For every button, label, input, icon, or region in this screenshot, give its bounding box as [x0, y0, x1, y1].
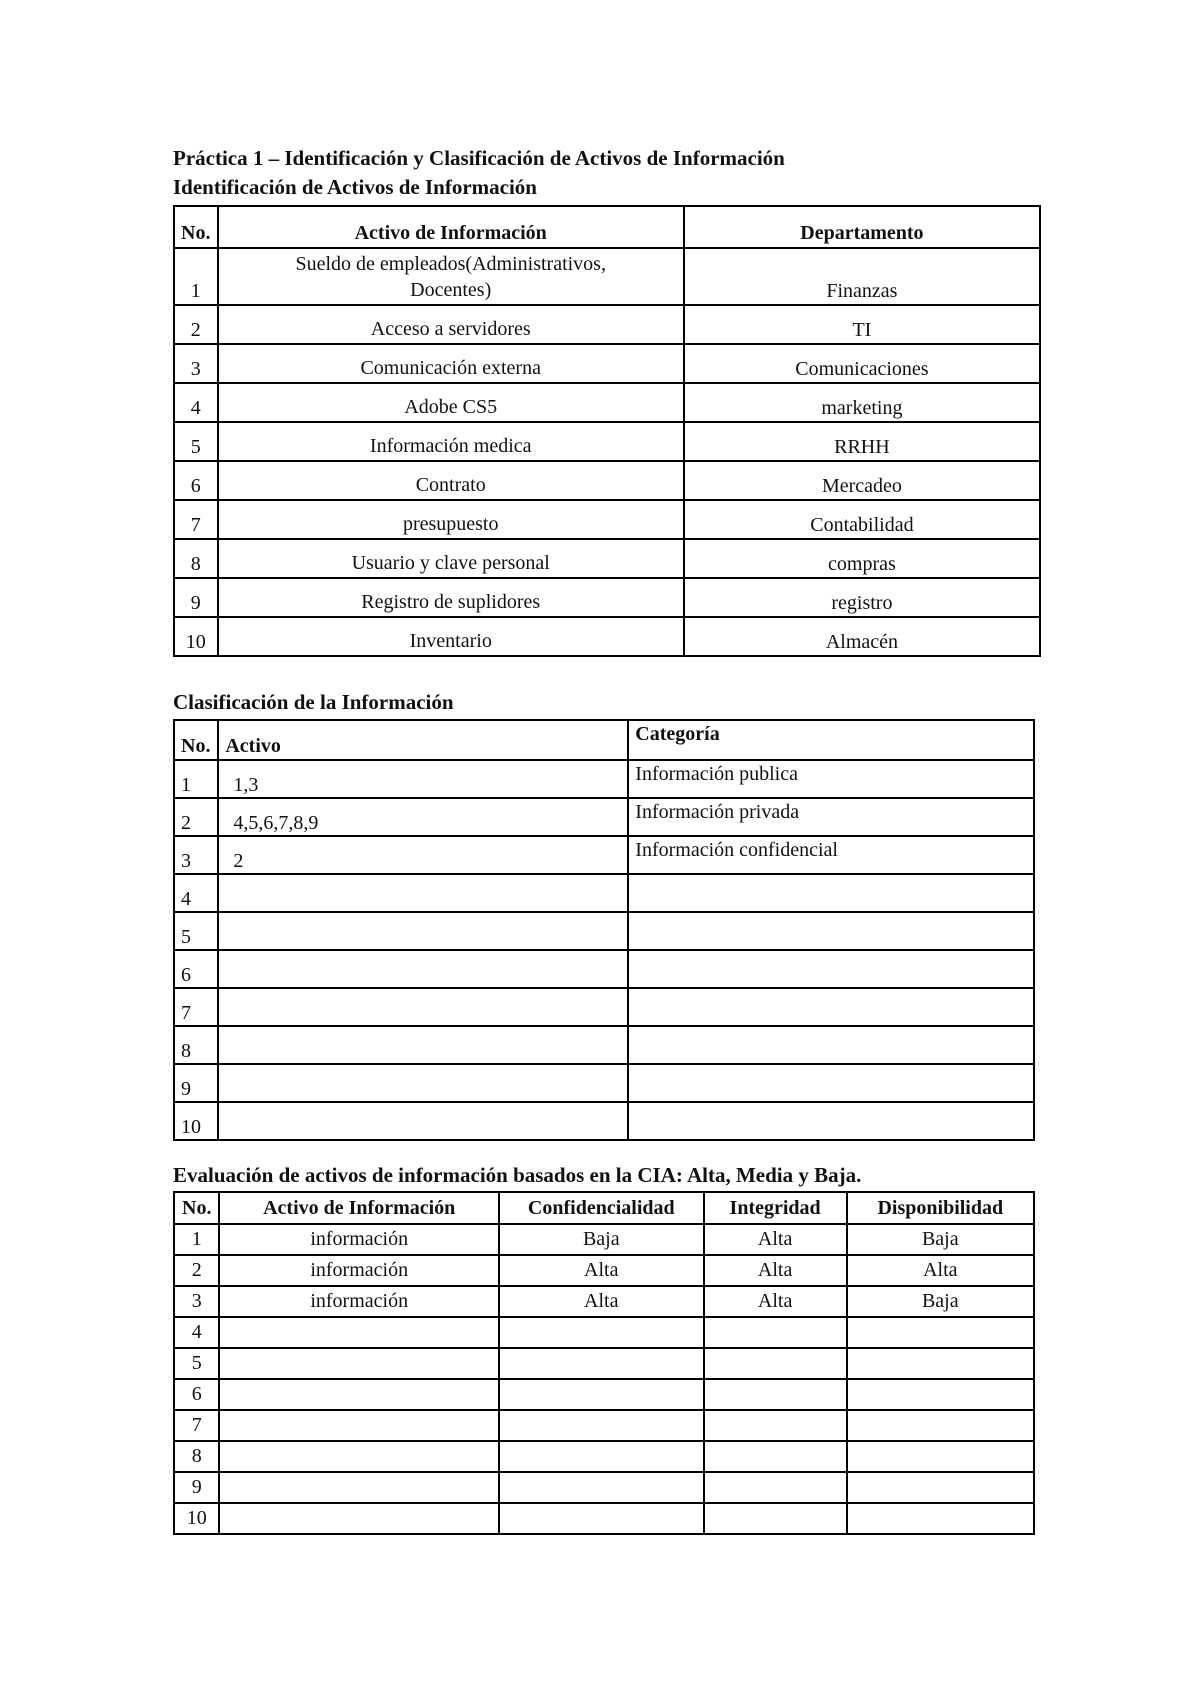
cell-departamento: compras — [684, 539, 1040, 578]
cell-categoria — [628, 1102, 1034, 1140]
cell-activo: Usuario y clave personal — [218, 539, 684, 578]
cell-no: 4 — [174, 383, 218, 422]
table-row — [174, 305, 1040, 344]
cell-confidencialidad — [499, 1410, 704, 1441]
header-disponibilidad: Disponibilidad — [847, 1192, 1034, 1224]
cell-no: 5 — [174, 422, 218, 461]
cell-activo: Contrato — [218, 461, 684, 500]
cell-no: 6 — [174, 461, 218, 500]
table-row — [174, 760, 1034, 798]
cell-activo — [218, 950, 628, 988]
cell-activo: Registro de suplidores — [218, 578, 684, 617]
cell-integridad: Alta — [704, 1224, 847, 1255]
table-row — [174, 617, 1040, 656]
table-row — [174, 836, 1034, 874]
table-row — [174, 1441, 1034, 1472]
cell-activo: Comunicación externa — [218, 344, 684, 383]
header-activo: Activo — [218, 720, 628, 760]
cell-line: Sueldo de empleados(Administrativos, — [295, 253, 606, 275]
table-row — [174, 912, 1034, 950]
cell-confidencialidad: Alta — [499, 1286, 704, 1317]
cell-activo — [218, 1026, 628, 1064]
identificacion-heading: Identificación de Activos de Información — [173, 175, 537, 199]
cell-no: 5 — [174, 1348, 219, 1379]
header-departamento: Departamento — [684, 206, 1040, 248]
header-integridad: Integridad — [704, 1192, 847, 1224]
cell-integridad: Alta — [704, 1286, 847, 1317]
cell-confidencialidad — [499, 1472, 704, 1503]
table-row — [174, 1102, 1034, 1140]
cell-no: 4 — [174, 874, 218, 912]
cell-no: 3 — [174, 1286, 219, 1317]
cell-no: 1 — [174, 760, 218, 798]
cell-integridad: Alta — [704, 1255, 847, 1286]
cell-activo: Acceso a servidores — [218, 305, 684, 344]
cell-confidencialidad — [499, 1379, 704, 1410]
cell-no: 8 — [174, 539, 218, 578]
table-row — [174, 1348, 1034, 1379]
cell-disponibilidad — [847, 1503, 1034, 1534]
cell-departamento: marketing — [684, 383, 1040, 422]
cell-no: 1 — [174, 1224, 219, 1255]
cell-departamento: Finanzas — [684, 248, 1040, 305]
cell-disponibilidad: Alta — [847, 1255, 1034, 1286]
cell-departamento: registro — [684, 578, 1040, 617]
cell-disponibilidad: Baja — [847, 1224, 1034, 1255]
cell-activo — [218, 1064, 628, 1102]
table-row — [174, 422, 1040, 461]
cell-no: 6 — [174, 950, 218, 988]
cell-activo — [219, 1503, 498, 1534]
cell-activo: Información medica — [218, 422, 684, 461]
cell-no: 6 — [174, 1379, 219, 1410]
cell-no: 8 — [174, 1441, 219, 1472]
header-activo: Activo de Información — [218, 206, 684, 248]
cell-activo — [218, 874, 628, 912]
table-header-row — [174, 720, 1034, 760]
cell-no: 8 — [174, 1026, 218, 1064]
table-row — [174, 578, 1040, 617]
cell-no: 9 — [174, 578, 218, 617]
cell-integridad — [704, 1441, 847, 1472]
cell-integridad — [704, 1503, 847, 1534]
cell-activo — [219, 1379, 498, 1410]
cell-categoria: Información publica — [628, 760, 1034, 798]
table-row — [174, 1255, 1034, 1286]
cell-departamento: Mercadeo — [684, 461, 1040, 500]
document-title: Práctica 1 – Identificación y Clasificación de Activos de Información — [173, 146, 785, 170]
table-row — [174, 248, 1040, 305]
cell-activo — [219, 1441, 498, 1472]
cell-integridad — [704, 1379, 847, 1410]
cell-no: 9 — [174, 1064, 218, 1102]
cell-activo: Adobe CS5 — [218, 383, 684, 422]
table-header-row — [174, 206, 1040, 248]
cell-categoria — [628, 950, 1034, 988]
cell-disponibilidad — [847, 1379, 1034, 1410]
cell-integridad — [704, 1348, 847, 1379]
cell-confidencialidad — [499, 1441, 704, 1472]
table-row — [174, 1410, 1034, 1441]
cell-activo: información — [219, 1286, 498, 1317]
table-row — [174, 1064, 1034, 1102]
cell-no: 5 — [174, 912, 218, 950]
cell-categoria — [628, 912, 1034, 950]
cell-activo — [218, 1102, 628, 1140]
header-no: No. — [174, 1192, 219, 1224]
cell-no: 4 — [174, 1317, 219, 1348]
table-header-row — [174, 1192, 1034, 1224]
cell-no: 2 — [174, 798, 218, 836]
cell-activo: 2 — [218, 836, 628, 874]
table-row — [174, 1472, 1034, 1503]
table-row — [174, 1503, 1034, 1534]
cell-confidencialidad: Baja — [499, 1224, 704, 1255]
cell-activo — [219, 1317, 498, 1348]
cell-no: 10 — [174, 1503, 219, 1534]
cell-integridad — [704, 1317, 847, 1348]
table-row — [174, 1286, 1034, 1317]
cell-disponibilidad — [847, 1348, 1034, 1379]
table-row — [174, 500, 1040, 539]
table-row — [174, 950, 1034, 988]
evaluacion-table — [173, 1191, 1035, 1535]
cell-activo: información — [219, 1224, 498, 1255]
cell-line: Docentes) — [410, 279, 492, 301]
cell-activo — [219, 1348, 498, 1379]
cell-confidencialidad: Alta — [499, 1255, 704, 1286]
cell-activo — [218, 248, 684, 305]
cell-integridad — [704, 1472, 847, 1503]
cell-activo: 4,5,6,7,8,9 — [218, 798, 628, 836]
cell-departamento: Contabilidad — [684, 500, 1040, 539]
cell-activo: 1,3 — [218, 760, 628, 798]
cell-disponibilidad: Baja — [847, 1286, 1034, 1317]
table-row — [174, 798, 1034, 836]
table-row — [174, 874, 1034, 912]
table-row — [174, 1379, 1034, 1410]
header-confidencialidad: Confidencialidad — [499, 1192, 704, 1224]
cell-no: 7 — [174, 1410, 219, 1441]
cell-no: 10 — [174, 617, 218, 656]
cell-no: 7 — [174, 988, 218, 1026]
cell-no: 2 — [174, 305, 218, 344]
cell-no: 10 — [174, 1102, 218, 1140]
cell-confidencialidad — [499, 1503, 704, 1534]
evaluacion-heading: Evaluación de activos de información basados en la CIA: Alta, Media y Baja. — [173, 1163, 862, 1187]
header-categoria: Categoría — [628, 720, 1034, 760]
cell-no: 1 — [174, 248, 218, 305]
cell-categoria: Información confidencial — [628, 836, 1034, 874]
cell-departamento: TI — [684, 305, 1040, 344]
cell-departamento: RRHH — [684, 422, 1040, 461]
cell-categoria — [628, 988, 1034, 1026]
cell-no: 9 — [174, 1472, 219, 1503]
cell-departamento: Almacén — [684, 617, 1040, 656]
cell-categoria — [628, 874, 1034, 912]
cell-no: 3 — [174, 344, 218, 383]
cell-categoria — [628, 1064, 1034, 1102]
cell-activo: información — [219, 1255, 498, 1286]
cell-categoria: Información privada — [628, 798, 1034, 836]
table-row — [174, 461, 1040, 500]
table-row — [174, 1224, 1034, 1255]
clasificacion-table — [173, 719, 1035, 1141]
cell-activo — [218, 912, 628, 950]
cell-categoria — [628, 1026, 1034, 1064]
cell-no: 3 — [174, 836, 218, 874]
cell-activo — [219, 1472, 498, 1503]
cell-disponibilidad — [847, 1441, 1034, 1472]
cell-activo: presupuesto — [218, 500, 684, 539]
table-row — [174, 539, 1040, 578]
table-row — [174, 988, 1034, 1026]
cell-disponibilidad — [847, 1472, 1034, 1503]
cell-disponibilidad — [847, 1410, 1034, 1441]
cell-confidencialidad — [499, 1348, 704, 1379]
header-no: No. — [174, 206, 218, 248]
cell-activo — [219, 1410, 498, 1441]
cell-integridad — [704, 1410, 847, 1441]
cell-activo — [218, 988, 628, 1026]
header-no: No. — [174, 720, 218, 760]
cell-departamento: Comunicaciones — [684, 344, 1040, 383]
identificacion-table — [173, 205, 1041, 657]
table-row — [174, 344, 1040, 383]
table-row — [174, 1317, 1034, 1348]
table-row — [174, 383, 1040, 422]
clasificacion-heading: Clasificación de la Información — [173, 690, 454, 714]
cell-no: 7 — [174, 500, 218, 539]
table-row — [174, 1026, 1034, 1064]
cell-confidencialidad — [499, 1317, 704, 1348]
header-activo: Activo de Información — [219, 1192, 498, 1224]
cell-no: 2 — [174, 1255, 219, 1286]
cell-disponibilidad — [847, 1317, 1034, 1348]
cell-activo: Inventario — [218, 617, 684, 656]
